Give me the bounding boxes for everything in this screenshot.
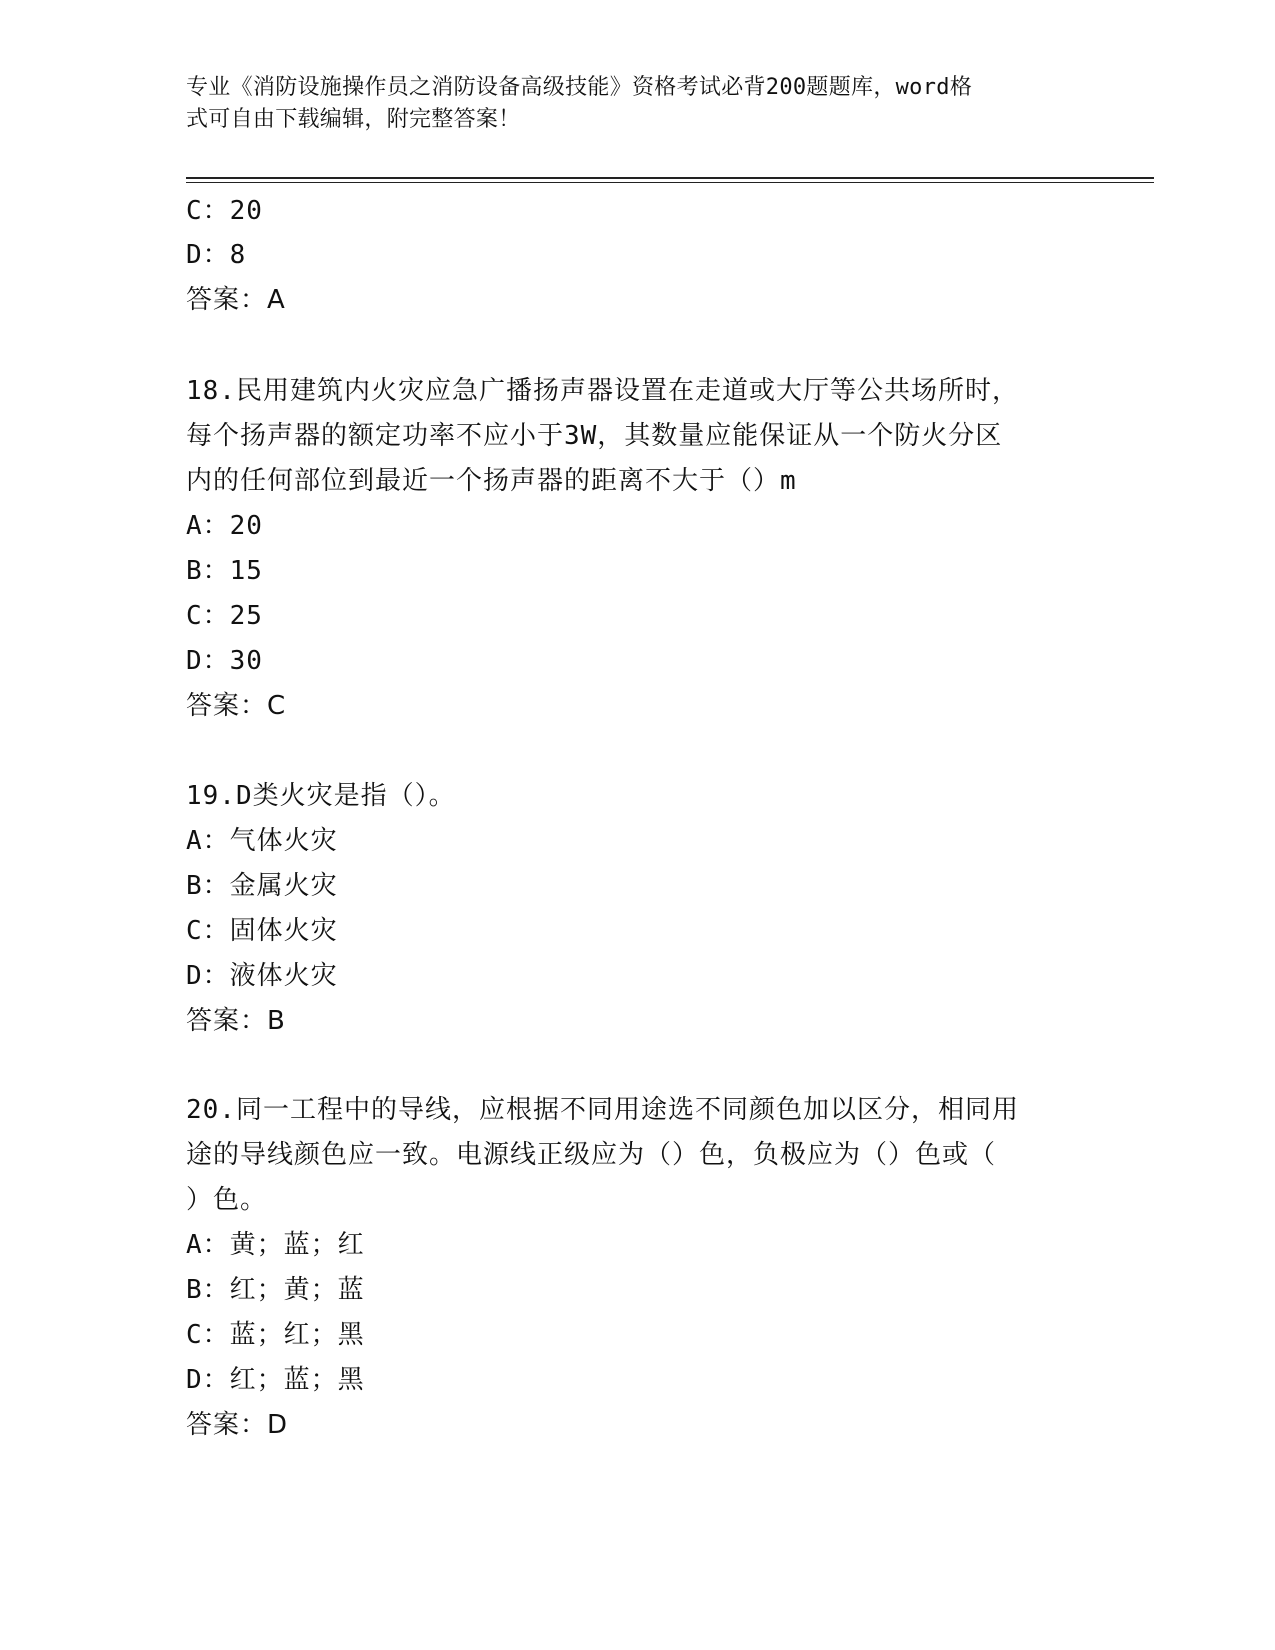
q19-option-a: A：气体火灾 [186,826,338,856]
prev-option-c: C：20 [186,196,263,226]
q18-option-a: A：20 [186,511,263,541]
prev-option-d: D：8 [186,240,247,270]
q18-option-b: B：15 [186,556,263,586]
q20-option-d: D：红；蓝；黑 [186,1365,365,1395]
q20-option-c: C：蓝；红；黑 [186,1320,365,1350]
header-title-line-2: 式可自由下载编辑，附完整答案！ [186,107,521,132]
q20-stem-line-2: 途的导线颜色应一致。电源线正级应为（）色，负极应为（）色或（ [186,1140,997,1170]
q20-answer: 答案：D [186,1410,289,1440]
q20-option-a: A：黄；蓝；红 [186,1230,365,1260]
q20-stem-line-3: ）色。 [186,1185,268,1215]
prev-answer: 答案：A [186,285,286,315]
header-divider [186,177,1154,179]
q19-stem-line-1: 19.D类火灾是指（）。 [186,781,456,811]
document-header [186,72,1066,136]
q19-option-c: C：固体火灾 [186,916,338,946]
q18-option-d: D：30 [186,646,263,676]
q20-option-b: B：红；黄；蓝 [186,1275,365,1305]
q19-option-d: D：液体火灾 [186,961,338,991]
q19-option-b: B：金属火灾 [186,871,338,901]
q19-answer: 答案：B [186,1006,286,1036]
q18-stem-line-3: 内的任何部位到最近一个扬声器的距离不大于（）m [186,466,797,496]
header-title-line-1: 专业《消防设施操作员之消防设备高级技能》资格考试必背200题题库，word格 [186,75,973,100]
q18-option-c: C：25 [186,601,263,631]
q18-stem-line-2: 每个扬声器的额定功率不应小于3W，其数量应能保证从一个防火分区 [186,421,1003,451]
header-divider-thin [186,182,1154,183]
q20-stem-line-1: 20.同一工程中的导线，应根据不同用途选不同颜色加以区分，相同用 [186,1095,1019,1125]
q18-answer: 答案：C [186,691,287,721]
q18-stem-line-1: 18.民用建筑内火灾应急广播扬声器设置在走道或大厅等公共场所时， [186,376,1019,406]
